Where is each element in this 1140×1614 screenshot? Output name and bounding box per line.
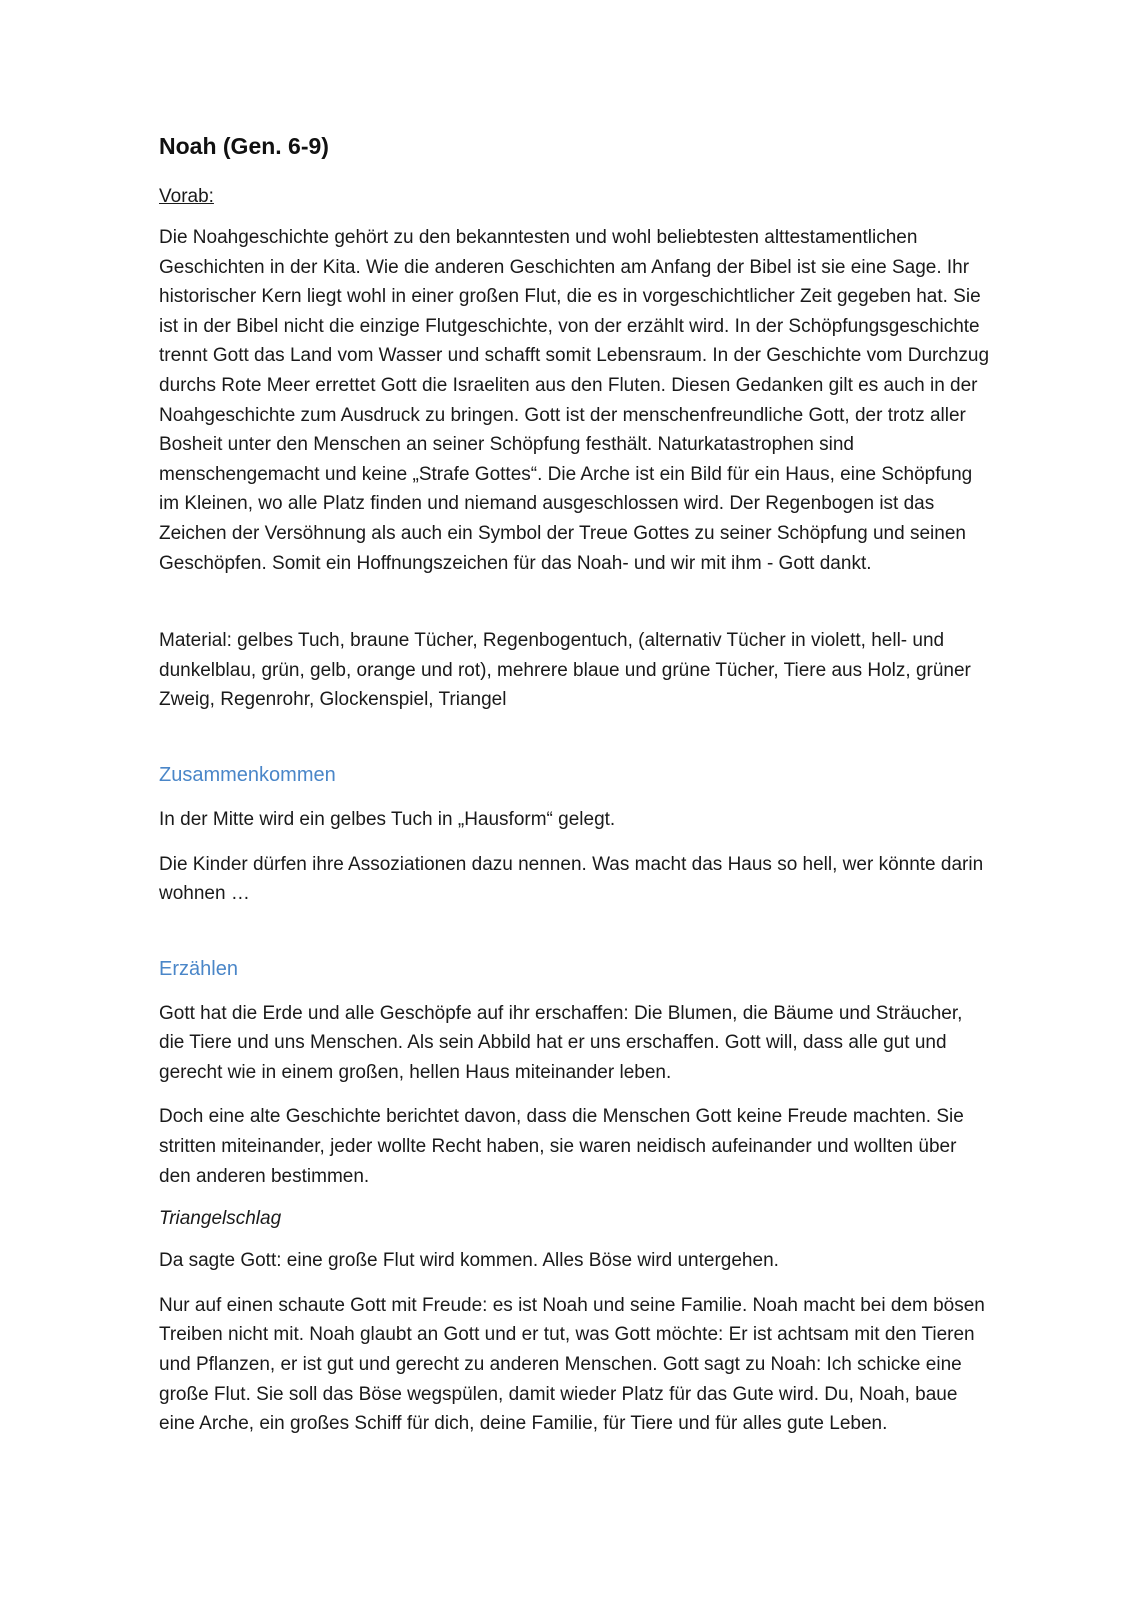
erzaehlen-paragraph-4: Nur auf einen schaute Gott mit Freude: es ist Noah und seine Familie. Noah macht bei dem bösen Treiben nicht mit. Noah glaubt an Gott und er tut, was Gott möchte: Er ist achtsam mit den Tieren und Pflanzen, er ist gut und gerecht zu anderen Menschen. Gott sagt zu Noah: Ich schicke eine große Flut. Sie soll das Böse wegspülen, damit wieder Platz für das Gute wird. Du, Noah, baue eine Arche, ein großes Schiff für dich, deine Familie, für Tiere und für alles gute Leben. [159, 1294, 985, 1435]
intro-paragraph: Die Noahgeschichte gehört zu den bekanntesten und wohl beliebtesten alttestamentlichen Geschichten in der Kita. Wie die anderen Geschichten am Anfang der Bibel ist sie eine Sage. Ihr historischer Kern liegt wohl in einer großen Flut, die es in vorgeschichtlicher Zeit gegeben hat. Sie ist in der Bibel nicht die einzige Flutgeschichte, von der erzählt wird. In der Schöpfungsgeschichte trennt Gott das Land vom Wasser und schafft somit Lebensraum. In der Geschichte vom Durchzug durchs Rote Meer errettet Gott die Israeliten aus den Fluten. Diesen Gedanken gilt es auch in der Noahgeschichte zum Ausdruck zu bringen. Gott ist der menschenfreundliche Gott, der trotz aller Bosheit unter den Menschen an seiner Schöpfung festhält. Naturkatastrophen sind menschengemacht und keine „Strafe Gottes“. Die Arche ist ein Bild für ein Haus, eine Schöpfung im Kleinen, wo alle Platz finden und niemand ausgeschlossen wird. Der Regenbogen ist das Zeichen der Versöhnung als auch ein Symbol der Treue Gottes zu seiner Schöpfung und seinen Geschöpfen. Somit ein Hoffnungszeichen für das Noah- und wir mit ihm - Gott dankt. [159, 227, 990, 574]
cue-triangelschlag: Triangelschlag [159, 1208, 282, 1230]
erzaehlen-paragraph-1: Gott hat die Erde und alle Geschöpfe auf ihr erschaffen: Die Blumen, die Bäume und Sträucher, die Tiere und uns Menschen. Als sein Abbild hat er uns erschaffen. Gott will, dass alle gut und gerecht wie in einem großen, hellen Haus miteinander leben. [159, 1002, 963, 1083]
document-content [159, 131, 993, 1454]
zusammenkommen-paragraph-1: In der Mitte wird ein gelbes Tuch in „Hausform“ gelegt. [159, 808, 616, 830]
page-title: Noah (Gen. 6-9) [159, 133, 329, 159]
erzaehlen-paragraph-2: Doch eine alte Geschichte berichtet davon, dass die Menschen Gott keine Freude machten. Sie stritten miteinander, jeder wollte Recht haben, sie waren neidisch aufeinander und wollten über den anderen bestimmen. [159, 1106, 964, 1187]
material-paragraph: Material: gelbes Tuch, braune Tücher, Regenbogentuch, (alternativ Tücher in violett, hell- und dunkelblau, grün, gelb, orange und rot), mehrere blaue und grüne Tücher, Tiere aus Holz, grüner Zweig, Regenrohr, Glockenspiel, Triangel [159, 630, 971, 711]
section-heading-zusammenkommen: Zusammenkommen [159, 763, 336, 786]
zusammenkommen-paragraph-2: Die Kinder dürfen ihre Assoziationen dazu nennen. Was macht das Haus so hell, wer könnte darin wohnen … [159, 853, 984, 905]
erzaehlen-paragraph-3: Da sagte Gott: eine große Flut wird kommen. Alles Böse wird untergehen. [159, 1250, 779, 1272]
section-heading-erzaehlen: Erzählen [159, 957, 238, 980]
vorab-label: Vorab: [159, 186, 214, 207]
